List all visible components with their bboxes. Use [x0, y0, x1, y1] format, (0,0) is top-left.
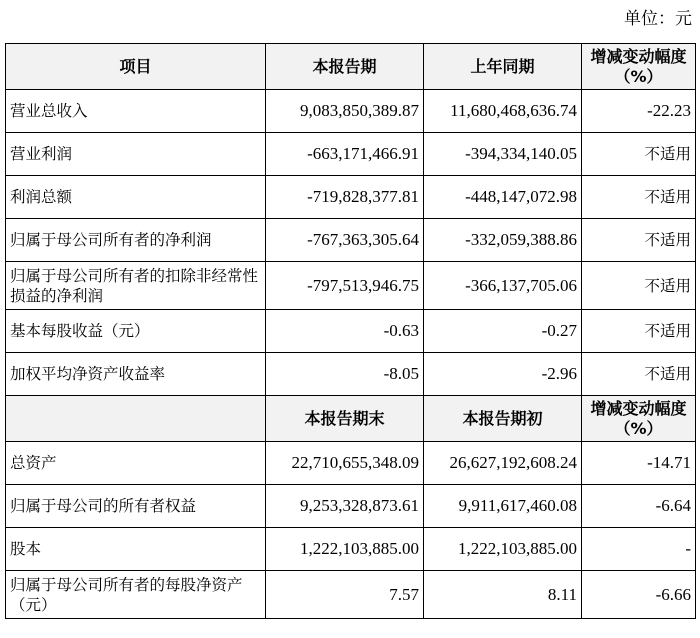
- prior-value: 11,680,468,636.74: [424, 90, 582, 133]
- table-row: [6, 528, 696, 571]
- row-label: 股本: [6, 528, 266, 571]
- prior-value: -366,137,705.06: [424, 262, 582, 310]
- unit-label: 单位：元: [624, 9, 692, 29]
- table-row: [6, 442, 696, 485]
- period-start-value: 9,911,617,460.08: [424, 485, 582, 528]
- current-value: 9,083,850,389.87: [266, 90, 424, 133]
- header-change-pct: 增减变动幅度（%）: [582, 44, 696, 90]
- row-label: 营业总收入: [6, 90, 266, 133]
- row-label: 基本每股收益（元）: [6, 310, 266, 353]
- current-value: -8.05: [266, 353, 424, 396]
- table-row: [6, 262, 696, 310]
- change-value: -6.66: [582, 571, 696, 619]
- row-label: 归属于母公司所有者的净利润: [6, 219, 266, 262]
- period-end-value: 22,710,655,348.09: [266, 442, 424, 485]
- current-value: -0.63: [266, 310, 424, 353]
- period-end-value: 7.57: [266, 571, 424, 619]
- subheader-period-end: 本报告期末: [266, 396, 424, 442]
- table-row: [6, 310, 696, 353]
- change-value: -6.64: [582, 485, 696, 528]
- change-value: 不适用: [582, 133, 696, 176]
- prior-value: -0.27: [424, 310, 582, 353]
- prior-value: -448,147,072.98: [424, 176, 582, 219]
- subheader-change-pct: 增减变动幅度（%）: [582, 396, 696, 442]
- table-row: [6, 90, 696, 133]
- subheader-item: [6, 396, 266, 442]
- header-prior-period: 上年同期: [424, 44, 582, 90]
- period-end-value: 9,253,328,873.61: [266, 485, 424, 528]
- header-current-period: 本报告期: [266, 44, 424, 90]
- prior-value: -332,059,388.86: [424, 219, 582, 262]
- row-label: 利润总额: [6, 176, 266, 219]
- current-value: -663,171,466.91: [266, 133, 424, 176]
- current-value: -797,513,946.75: [266, 262, 424, 310]
- table-row: [6, 485, 696, 528]
- period-start-value: 1,222,103,885.00: [424, 528, 582, 571]
- table-row: [6, 219, 696, 262]
- change-value: 不适用: [582, 353, 696, 396]
- prior-value: -394,334,140.05: [424, 133, 582, 176]
- change-value: 不适用: [582, 219, 696, 262]
- table-row: [6, 133, 696, 176]
- change-value: 不适用: [582, 262, 696, 310]
- change-value: -22.23: [582, 90, 696, 133]
- row-label: 总资产: [6, 442, 266, 485]
- table-subheader-row: [6, 396, 696, 442]
- prior-value: -2.96: [424, 353, 582, 396]
- table-row: [6, 176, 696, 219]
- change-value: -14.71: [582, 442, 696, 485]
- row-label: 加权平均净资产收益率: [6, 353, 266, 396]
- period-start-value: 26,627,192,608.24: [424, 442, 582, 485]
- change-value: 不适用: [582, 310, 696, 353]
- row-label: 归属于母公司所有者的每股净资产（元）: [6, 571, 266, 619]
- change-value: 不适用: [582, 176, 696, 219]
- row-label: 归属于母公司的所有者权益: [6, 485, 266, 528]
- row-label: 营业利润: [6, 133, 266, 176]
- period-end-value: 1,222,103,885.00: [266, 528, 424, 571]
- current-value: -767,363,305.64: [266, 219, 424, 262]
- table-row: [6, 571, 696, 619]
- header-item: 项目: [6, 44, 266, 90]
- financial-summary-table: [5, 43, 696, 619]
- table-header-row: [6, 44, 696, 90]
- period-start-value: 8.11: [424, 571, 582, 619]
- row-label: 归属于母公司所有者的扣除非经常性损益的净利润: [6, 262, 266, 310]
- subheader-period-start: 本报告期初: [424, 396, 582, 442]
- table-row: [6, 353, 696, 396]
- current-value: -719,828,377.81: [266, 176, 424, 219]
- change-value: -: [582, 528, 696, 571]
